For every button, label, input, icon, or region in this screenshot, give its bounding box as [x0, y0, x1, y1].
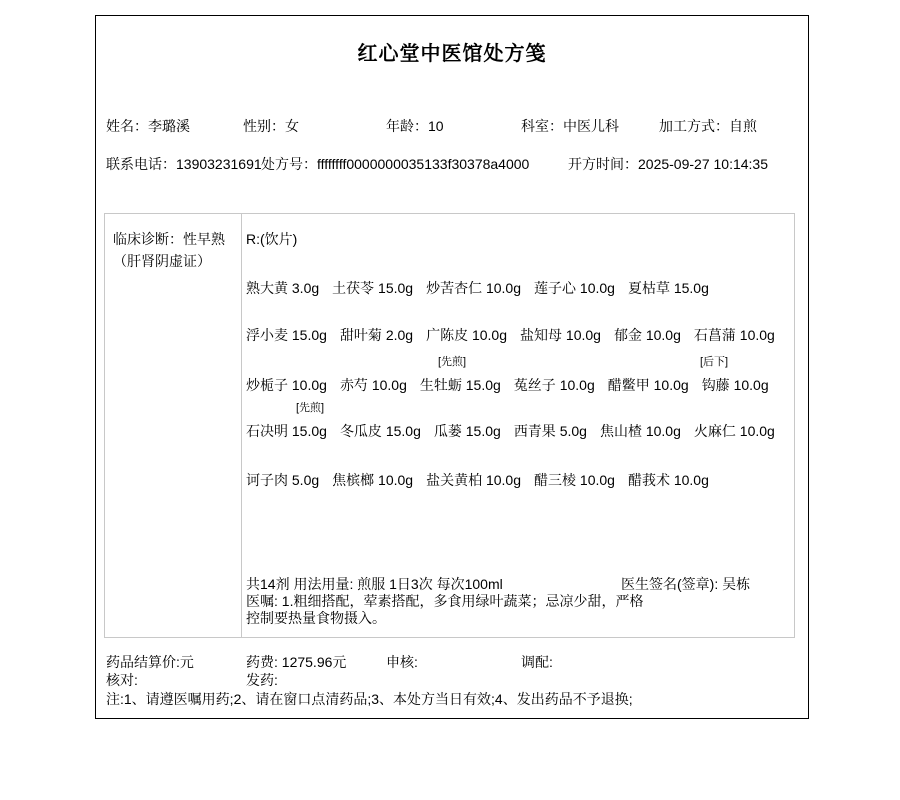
rx-cell	[242, 214, 794, 637]
herb-item: 瓜蒌 15.0g	[433, 423, 501, 439]
herb-item: 火麻仁 10.0g	[693, 423, 775, 439]
herb-item: 石菖蒲 10.0g	[693, 327, 775, 343]
medicine-fee-label: 药费:	[246, 654, 278, 670]
issue-time-label: 开方时间：	[568, 156, 638, 172]
herb-item: 郁金 10.0g	[613, 327, 681, 343]
field-rx-number	[261, 154, 529, 174]
gender-value: 女	[285, 118, 299, 134]
issue-time-value: 2025-09-27 10:14:35	[638, 156, 768, 172]
review-field: 申核:	[386, 654, 418, 670]
field-age	[386, 116, 444, 136]
herb-item: 焦山楂 10.0g	[599, 423, 681, 439]
medical-advice-line1: 医嘱: 1.粗细搭配，荤素搭配，多食用绿叶蔬菜；忌凉少甜，严格	[246, 593, 644, 609]
herb-item: 西青果 5.0g	[513, 423, 587, 439]
herb-item: 诃子肉 5.0g	[246, 472, 320, 488]
herb-item: 土茯苓 15.0g	[332, 280, 414, 296]
settlement-price: 药品结算价:元	[106, 654, 194, 670]
doctor-signature-label: 医生签名(签章):	[621, 576, 719, 592]
rx-number-value: ffffffff0000000035133f30378a4000	[317, 156, 530, 172]
herb-item: 醋莪术 10.0g	[627, 472, 709, 488]
herb-item: 石决明 15.0g	[246, 423, 327, 439]
herb-item: 赤芍 10.0g	[339, 377, 407, 393]
prepare-field: 调配:	[521, 654, 553, 670]
herb-item: 熟大黄 3.0g	[246, 280, 320, 296]
check-field: 核对:	[106, 672, 138, 688]
herb-item: 醋三棱 10.0g	[534, 472, 615, 488]
herb-item: 焦槟榔 10.0g	[332, 472, 414, 488]
herb-item: 菟丝子 10.0g	[513, 377, 595, 393]
patient-name-value: 李璐溪	[148, 118, 190, 134]
dispense-field: 发药:	[246, 672, 278, 688]
field-patient-name	[106, 116, 190, 136]
usage-line	[246, 576, 503, 593]
herb-line	[246, 325, 788, 345]
herb-item: 醋鳖甲 10.0g	[607, 377, 689, 393]
diagnosis-value: 性早熟（肝肾阴虚证）	[113, 231, 225, 269]
processing-method-value: 自煎	[729, 118, 757, 134]
herb-item: 炒栀子 10.0g	[246, 377, 327, 393]
herb-item: 炒苦杏仁 10.0g	[426, 280, 522, 296]
age-value: 10	[428, 118, 444, 134]
field-phone	[106, 154, 262, 174]
herb-line	[246, 375, 782, 395]
prescription-sheet	[95, 15, 809, 719]
herb-line	[246, 278, 722, 298]
medicine-fee-value: 1275.96元	[281, 654, 347, 670]
footer-note: 注:1、请遵医嘱用药;2、请在窗口点清药品;3、本处方当日有效;4、发出药品不予退换;	[106, 691, 633, 707]
herb-line	[246, 421, 788, 441]
rx-number-label: 处方号：	[261, 156, 317, 172]
patient-name-label: 姓名：	[106, 118, 148, 134]
field-issue-time	[568, 154, 768, 174]
herb-item: 钩藤 10.0g	[701, 377, 769, 393]
diagnosis-cell	[105, 214, 242, 637]
doctor-signature-value: 吴栋	[722, 576, 751, 592]
herb-item: 莲子心 10.0g	[534, 280, 615, 296]
herb-item: 浮小麦 15.0g	[246, 327, 327, 343]
field-processing-method	[659, 116, 757, 136]
page-title: 红心堂中医馆处方笺	[357, 43, 547, 65]
phone-label: 联系电话：	[106, 156, 176, 172]
herb-item: 夏枯草 15.0g	[627, 280, 709, 296]
decoction-annotation-first: [先煎]	[438, 356, 467, 368]
herb-item: 盐关黄柏 10.0g	[426, 472, 522, 488]
herb-item: 甜叶菊 2.0g	[339, 327, 414, 343]
phone-value: 13903231691	[176, 156, 262, 172]
usage-value: 煎服 1日3次 每次100ml	[357, 576, 503, 592]
department-value: 中医儿科	[563, 118, 619, 134]
processing-method-label: 加工方式：	[659, 118, 729, 134]
herb-item: 广陈皮 10.0g	[426, 327, 508, 343]
doctor-signature	[621, 576, 750, 593]
herb-item: 冬瓜皮 15.0g	[339, 423, 421, 439]
usage-label: 用法用量:	[293, 576, 354, 592]
herb-item: 生牡蛎 15.0g	[419, 377, 501, 393]
department-label: 科室：	[521, 118, 563, 134]
herb-item: 盐知母 10.0g	[520, 327, 601, 343]
herb-line	[246, 470, 722, 490]
prescription-body	[104, 213, 795, 638]
decoction-annotation-first: [先煎]	[296, 402, 325, 414]
field-department	[521, 116, 619, 136]
medicine-fee	[246, 652, 346, 672]
rx-header: R:(饮片)	[246, 231, 298, 247]
age-label: 年龄：	[386, 118, 428, 134]
dose-count: 共14剂	[246, 576, 290, 592]
medical-advice-line2: 控制要热量食物摄入。	[246, 610, 386, 626]
field-gender	[243, 116, 299, 136]
diagnosis-label: 临床诊断：	[113, 231, 183, 247]
gender-label: 性别：	[243, 118, 285, 134]
decoction-annotation-last: [后下]	[700, 356, 729, 368]
